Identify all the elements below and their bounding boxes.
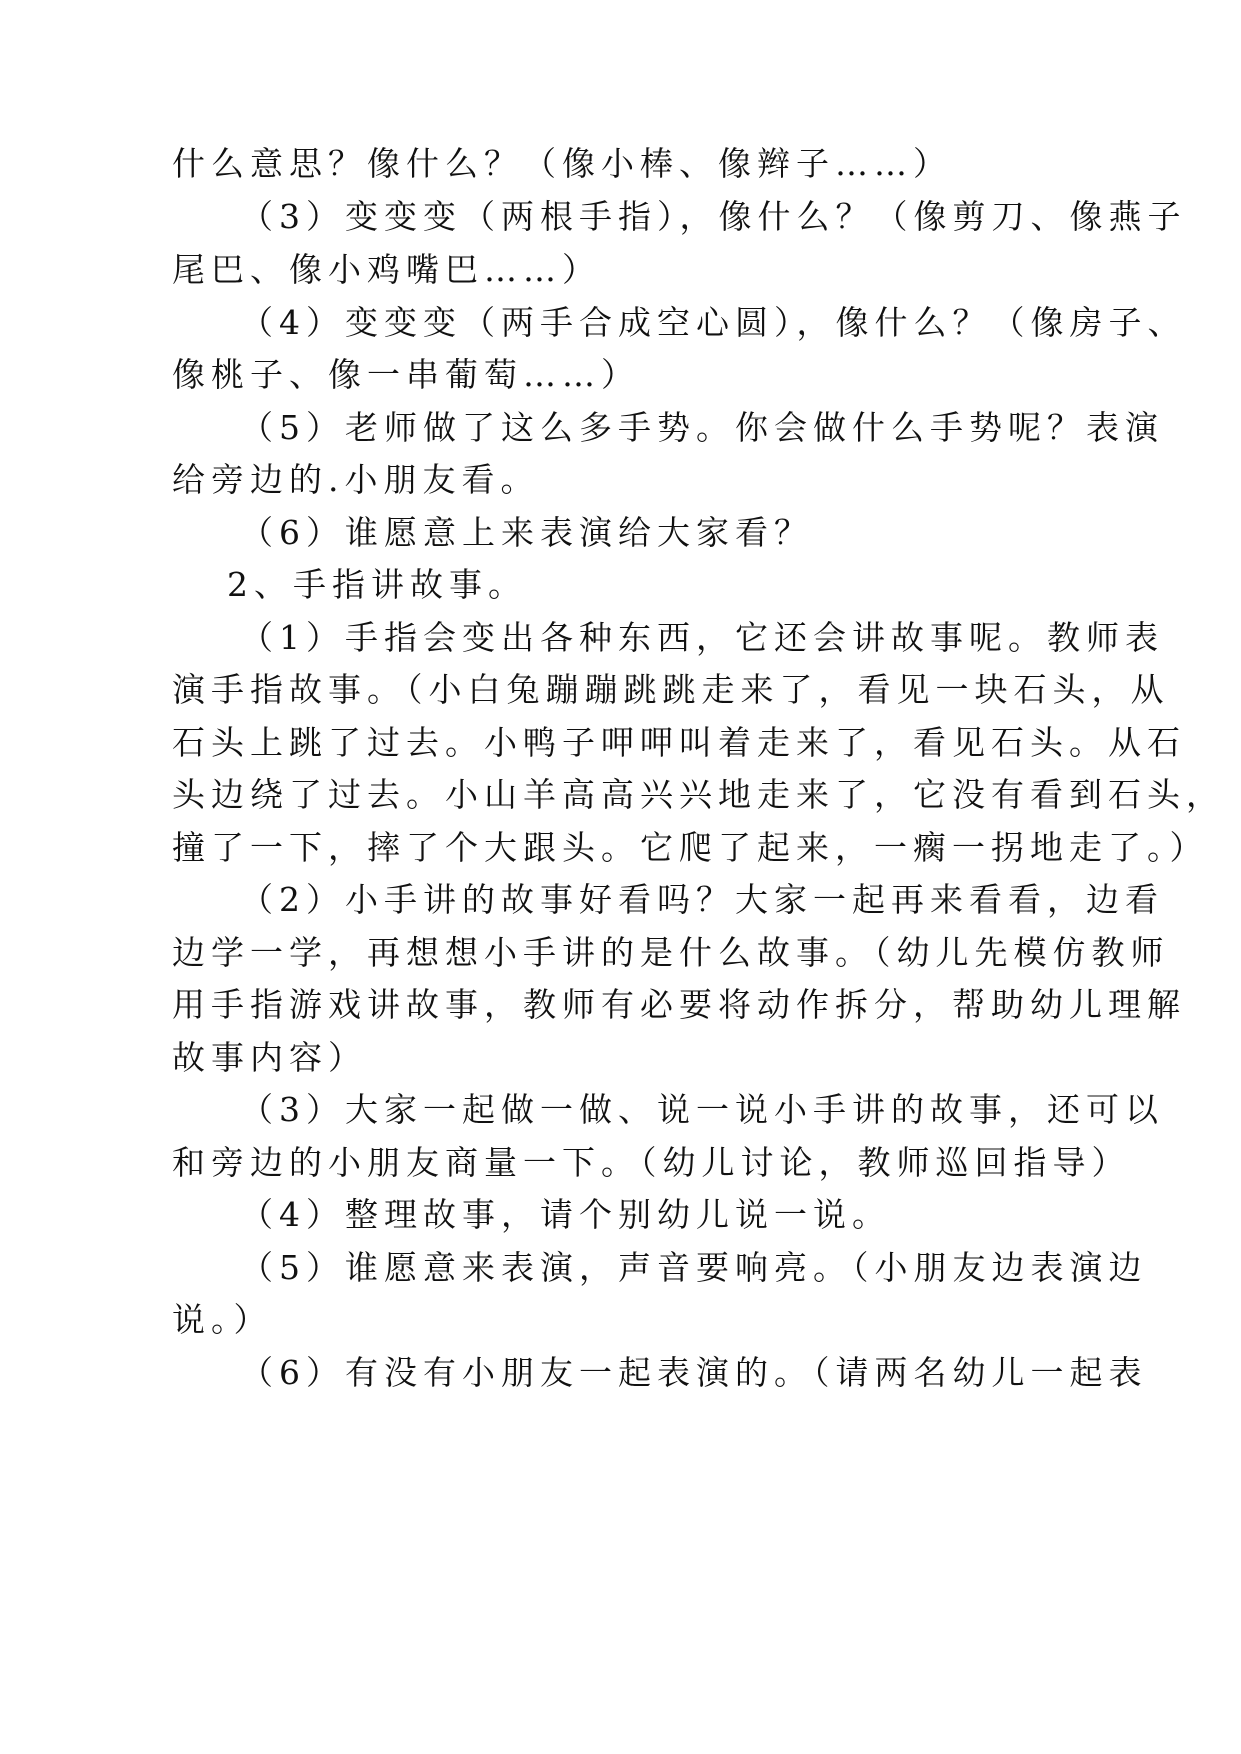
text-line-20: 和旁边的小朋友商量一下。（幼儿讨论，教师巡回指导） — [172, 1143, 1131, 1182]
text-line-22: （5）谁愿意来表演，声音要响亮。（小朋友边表演边 — [240, 1248, 1148, 1287]
text-line-7: 给旁边的.小朋友看。 — [172, 460, 540, 499]
text-line-14: 撞了一下，摔了个大跟头。它爬了起来，一瘸一拐地走了。） — [172, 828, 1209, 867]
text-line-8: （6）谁愿意上来表演给大家看？ — [240, 513, 813, 552]
text-line-3: 尾巴、像小鸡嘴巴……） — [172, 250, 601, 289]
text-line-17: 用手指游戏讲故事，教师有必要将动作拆分，帮助幼儿理解 — [172, 985, 1186, 1024]
text-line-5: 像桃子、像一串葡萄……） — [172, 355, 640, 394]
text-line-21: （4）整理故事，请个别幼儿说一说。 — [240, 1195, 891, 1234]
text-line-15: （2）小手讲的故事好看吗？大家一起再来看看，边看 — [240, 880, 1164, 919]
text-line-9: 2、手指讲故事。 — [227, 565, 527, 604]
text-line-11: 演手指故事。（小白兔蹦蹦跳跳走来了，看见一块石头，从 — [172, 670, 1170, 709]
text-line-12: 石头上跳了过去。小鸭子呷呷叫着走来了，看见石头。从石 — [172, 723, 1186, 762]
text-line-6: （5）老师做了这么多手势。你会做什么手势呢？表演 — [240, 408, 1164, 447]
text-line-1: 什么意思？像什么？（像小棒、像辫子……） — [172, 144, 952, 183]
text-line-2: （3）变变变（两根手指），像什么？（像剪刀、像燕子 — [240, 197, 1187, 236]
text-line-24: （6）有没有小朋友一起表演的。（请两名幼儿一起表 — [240, 1353, 1148, 1392]
text-line-10: （1）手指会变出各种东西，它还会讲故事呢。教师表 — [240, 618, 1164, 657]
text-line-19: （3）大家一起做一做、说一说小手讲的故事，还可以 — [240, 1090, 1164, 1129]
text-line-23: 说。） — [172, 1300, 273, 1339]
text-line-16: 边学一学，再想想小手讲的是什么故事。（幼儿先模仿教师 — [172, 933, 1170, 972]
text-line-18: 故事内容） — [172, 1038, 367, 1077]
text-line-4: （4）变变变（两手合成空心圆），像什么？（像房子、 — [240, 303, 1187, 342]
text-line-13: 头边绕了过去。小山羊高高兴兴地走来了，它没有看到石头， — [172, 775, 1225, 814]
